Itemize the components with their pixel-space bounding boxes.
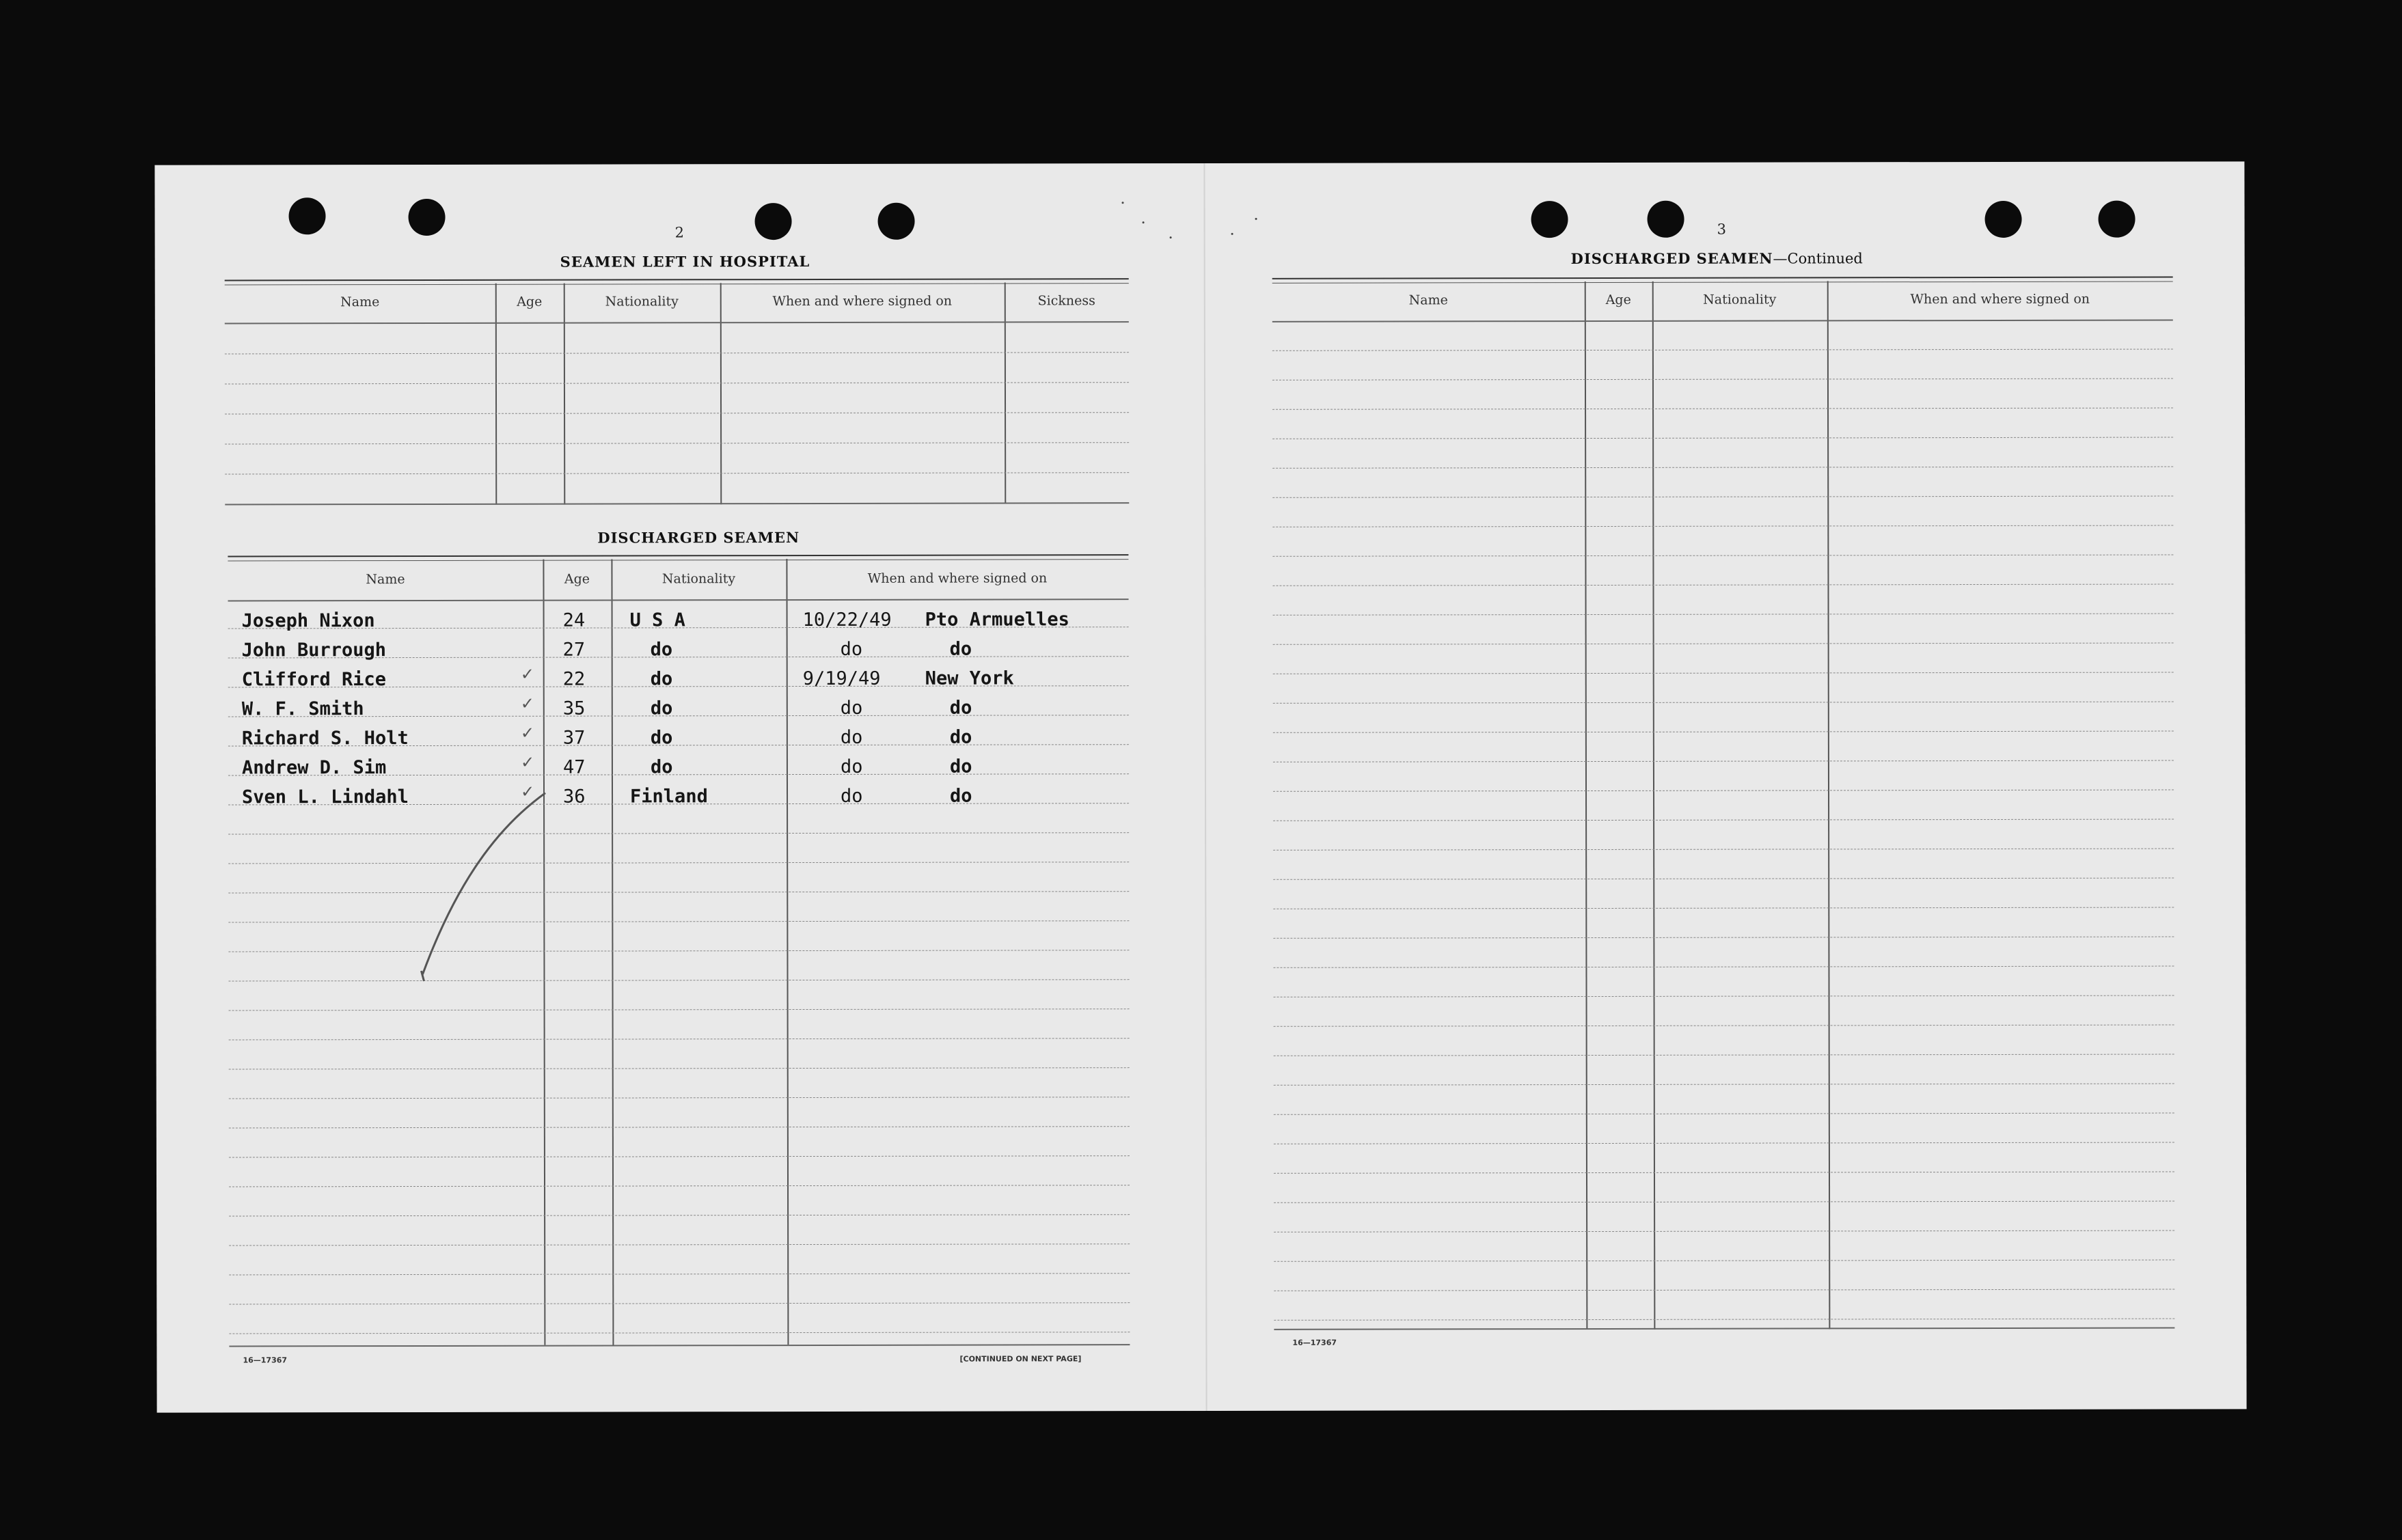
table-top-rule [225, 278, 1129, 281]
header-age: Age [564, 571, 590, 587]
row-rule [1272, 525, 2173, 527]
cell-place: do [949, 785, 972, 807]
punch-hole [1531, 201, 1568, 238]
row-rule [1273, 819, 2174, 821]
header-age: Age [517, 294, 543, 310]
discharged-continued-table [1272, 277, 2175, 1330]
row-rule [1273, 702, 2174, 704]
row-rule [1274, 1054, 2174, 1056]
cell-name: Sven L. Lindahl [241, 786, 409, 808]
row-rule [229, 1332, 1130, 1334]
title-continued: —Continued [1773, 250, 1863, 267]
column-divider [1005, 282, 1007, 504]
check-mark: ✓ [520, 782, 535, 801]
header-nationality: Nationality [605, 294, 679, 310]
speck [1170, 236, 1172, 238]
row-rule [1272, 379, 2173, 381]
row-rule [1272, 349, 2173, 351]
row-rule [229, 1302, 1130, 1304]
form-number-right: 16—17367 [1292, 1338, 1337, 1347]
header-name: Name [340, 294, 380, 310]
row-rule [225, 472, 1129, 474]
cell-nationality: do [650, 639, 673, 661]
punch-hole [755, 203, 792, 240]
cell-place: do [949, 726, 972, 748]
speck [1143, 221, 1145, 223]
cell-nationality: do [650, 756, 673, 778]
row-rule [229, 1185, 1130, 1187]
row-rule [1272, 408, 2173, 410]
manifest-sheet [154, 161, 2246, 1412]
cell-date: do [840, 785, 863, 807]
cell-place: do [949, 697, 972, 719]
row-rule [1273, 966, 2174, 968]
row-rule [225, 412, 1129, 414]
cell-age: 22 [562, 668, 586, 690]
column-divider [720, 283, 722, 504]
cell-age: 47 [562, 756, 586, 778]
check-mark: ✓ [520, 723, 534, 743]
row-rule [1274, 995, 2174, 998]
row-rule [1274, 1113, 2174, 1115]
speck [1122, 202, 1124, 204]
row-rule [1272, 584, 2173, 586]
row-rule [229, 1008, 1130, 1010]
row-rule [1273, 643, 2174, 645]
table-bottom-rule [1274, 1328, 2174, 1330]
discharged-continued-title [1571, 249, 1863, 267]
header-rule [228, 599, 1129, 601]
cell-nationality: do [650, 698, 673, 719]
cell-nationality: U S A [629, 609, 685, 631]
row-rule [225, 442, 1129, 444]
punch-hole [1648, 201, 1684, 238]
header-rule [225, 321, 1129, 324]
table-bottom-rule [225, 502, 1129, 505]
header-when-where: When and where signed on [867, 570, 1048, 586]
column-divider [611, 560, 614, 1345]
discharged-title: DISCHARGED SEAMEN [597, 529, 800, 547]
punch-hole [878, 203, 915, 240]
row-rule [229, 1243, 1130, 1246]
row-rule [1274, 1260, 2174, 1262]
row-rule [228, 950, 1129, 952]
page-number-left: 2 [674, 224, 684, 241]
row-rule [229, 1067, 1130, 1069]
row-rule [1273, 672, 2174, 674]
row-rule [228, 832, 1129, 834]
row-rule [1273, 760, 2174, 762]
page-number-right: 3 [1717, 221, 1726, 238]
header-name: Name [366, 572, 405, 588]
row-rule [1274, 1201, 2174, 1203]
pencil-stroke [415, 711, 553, 985]
row-rule [1272, 496, 2173, 498]
table-bottom-rule [229, 1344, 1130, 1347]
cell-name: Andrew D. Sim [241, 757, 387, 779]
punch-hole [288, 197, 325, 234]
row-rule [229, 1273, 1130, 1275]
row-rule [1272, 467, 2173, 469]
cell-place: do [949, 756, 972, 778]
table-top-rule [228, 554, 1128, 557]
cell-nationality: do [650, 727, 673, 749]
column-divider [495, 284, 497, 505]
cell-date: do [840, 756, 863, 778]
row-rule [1274, 1289, 2174, 1291]
check-mark: ✓ [520, 693, 534, 713]
row-rule [229, 1126, 1130, 1128]
cell-age: 37 [562, 727, 586, 749]
cell-place: do [949, 638, 972, 660]
table-top-rule [1272, 277, 2173, 279]
cell-nationality: Finland [629, 786, 708, 808]
row-rule [229, 1038, 1130, 1040]
center-fold [1203, 163, 1207, 1411]
cell-date: 10/22/49 [802, 609, 892, 631]
row-rule [1274, 1172, 2174, 1174]
speck [1231, 233, 1233, 235]
punch-hole [1985, 201, 2022, 238]
header-when-where: When and where signed on [1910, 291, 2090, 307]
header-when-where: When and where signed on [772, 293, 953, 310]
cell-nationality: do [650, 668, 673, 690]
cell-date: do [840, 638, 863, 660]
cell-date: do [840, 726, 863, 748]
row-rule [1273, 849, 2174, 851]
cell-date: 9/19/49 [802, 668, 881, 690]
row-rule [1274, 1084, 2174, 1086]
cell-name: W. F. Smith [241, 698, 364, 720]
row-rule [1273, 790, 2174, 792]
row-rule [1273, 937, 2174, 939]
continued-note: [CONTINUED ON NEXT PAGE] [959, 1354, 1082, 1364]
row-rule [229, 1214, 1130, 1216]
row-rule [225, 382, 1129, 384]
header-sickness: Sickness [1037, 293, 1095, 309]
cell-date: do [840, 697, 863, 719]
cell-age: 35 [562, 698, 586, 719]
cell-name: John Burrough [241, 640, 387, 661]
row-rule [1274, 1230, 2174, 1233]
punch-hole [2099, 201, 2135, 238]
cell-age: 27 [562, 639, 586, 661]
check-mark: ✓ [520, 664, 534, 684]
punch-hole [408, 199, 445, 236]
header-nationality: Nationality [661, 571, 736, 587]
hospital-table [225, 278, 1130, 505]
speck [1255, 218, 1257, 220]
cell-name: Richard S. Holt [241, 728, 409, 750]
cell-name: Clifford Rice [241, 669, 387, 691]
form-number-left: 16—17367 [243, 1356, 288, 1365]
check-mark: ✓ [520, 752, 535, 772]
column-divider [786, 559, 789, 1345]
cell-place: New York [925, 668, 1014, 689]
title-main: DISCHARGED SEAMEN [1570, 249, 1773, 268]
header-nationality: Nationality [1703, 292, 1777, 307]
row-rule [228, 979, 1129, 981]
cell-age: 36 [562, 786, 586, 808]
row-rule [1273, 907, 2174, 909]
cell-name: Joseph Nixon [241, 610, 375, 632]
row-rule [1273, 878, 2174, 880]
header-name: Name [1408, 292, 1448, 308]
row-rule [1272, 555, 2173, 557]
row-rule [1273, 614, 2174, 616]
row-rule [1272, 437, 2173, 439]
row-rule [1273, 731, 2174, 733]
row-rule [1274, 1142, 2174, 1144]
hospital-title: SEAMEN LEFT IN HOSPITAL [560, 252, 810, 271]
row-rule [229, 1155, 1130, 1157]
cell-place: Pto Armuelles [925, 609, 1069, 631]
header-rule [1272, 320, 2173, 322]
row-rule [1274, 1025, 2174, 1027]
row-rule [228, 891, 1129, 893]
cell-age: 24 [562, 609, 586, 631]
header-age: Age [1605, 292, 1631, 307]
row-rule [225, 352, 1129, 354]
row-rule [228, 862, 1129, 864]
column-divider [564, 284, 566, 505]
row-rule [1274, 1319, 2174, 1321]
row-rule [229, 1097, 1130, 1099]
row-rule [228, 920, 1129, 922]
